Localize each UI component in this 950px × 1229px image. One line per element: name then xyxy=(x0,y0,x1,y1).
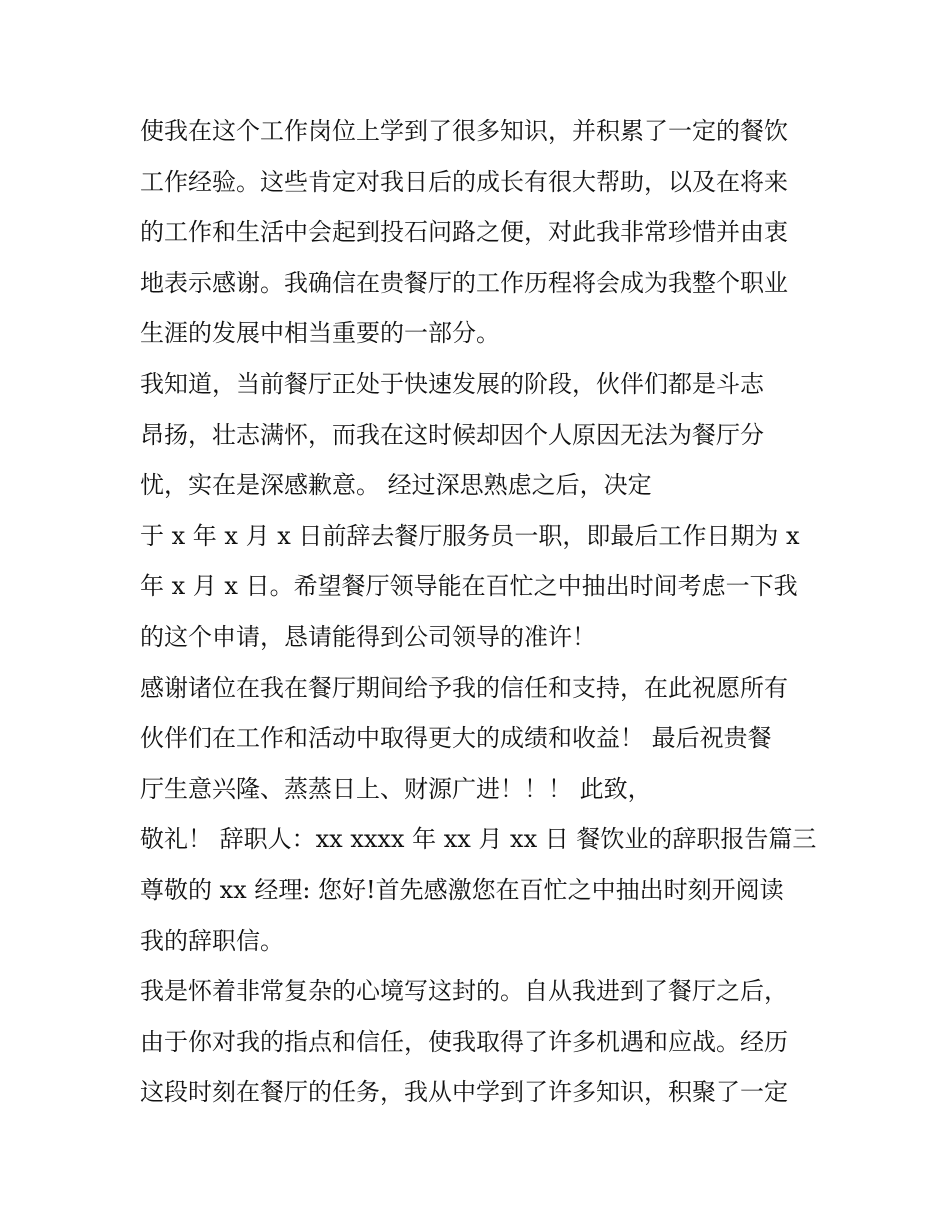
text-line: 地表示感谢。我确信在贵餐厅的工作历程将会成为我整个职业 xyxy=(140,268,788,297)
text-line: 于 x 年 x 月 x 日前辞去餐厅服务员一职，即最后工作日期为 x xyxy=(140,521,800,550)
text-line: 这段时刻在餐厅的任务，我从中学到了许多知识，积聚了一定 xyxy=(140,1078,788,1107)
text-line: 我知道，当前餐厅正处于快速发展的阶段，伙伴们都是斗志 xyxy=(140,369,764,398)
document-body xyxy=(140,106,830,1118)
text-line: 工作经验。这些肯定对我日后的成长有很大帮助，以及在将来 xyxy=(140,167,788,196)
text-line: 我的辞职信。 xyxy=(140,926,284,955)
text-line: 使我在这个工作岗位上学到了很多知识，并积累了一定的餐饮 xyxy=(140,117,788,145)
text-line: 由于你对我的指点和信任，使我取得了许多机遇和应战。经历 xyxy=(140,1027,788,1056)
text-line: 尊敬的 xx 经理: 您好!首先感激您在百忙之中抽出时刻开阅读 xyxy=(140,875,784,904)
text-line: 敬礼！ 辞职人：xx xxxx 年 xx 月 xx 日 餐饮业的辞职报告篇三 xyxy=(140,825,817,854)
text-line: 年 x 月 x 日。希望餐厅领导能在百忙之中抽出时间考虑一下我 xyxy=(140,572,798,601)
text-line: 感谢诸位在我在餐厅期间给予我的信任和支持，在此祝愿所有 xyxy=(140,673,788,702)
text-line: 的工作和生活中会起到投石问路之便，对此我非常珍惜并由衷 xyxy=(140,218,788,247)
text-line: 厅生意兴隆、蒸蒸日上、财源广进！！！ 此致， xyxy=(140,774,652,803)
text-line: 的这个申请，恳请能得到公司领导的准许！ xyxy=(140,622,596,651)
text-line: 我是怀着非常复杂的心境写这封的。自从我进到了餐厅之后， xyxy=(140,977,788,1006)
text-line: 伙伴们在工作和活动中取得更大的成绩和收益！ 最后祝贵餐 xyxy=(140,724,772,753)
text-line: 昂扬，壮志满怀，而我在这时候却因个人原因无法为餐厅分 xyxy=(140,420,764,449)
text-line: 忧，实在是深感歉意。 经过深思熟虑之后，决定 xyxy=(140,471,652,500)
text-line: 生涯的发展中相当重要的一部分。 xyxy=(140,319,500,348)
